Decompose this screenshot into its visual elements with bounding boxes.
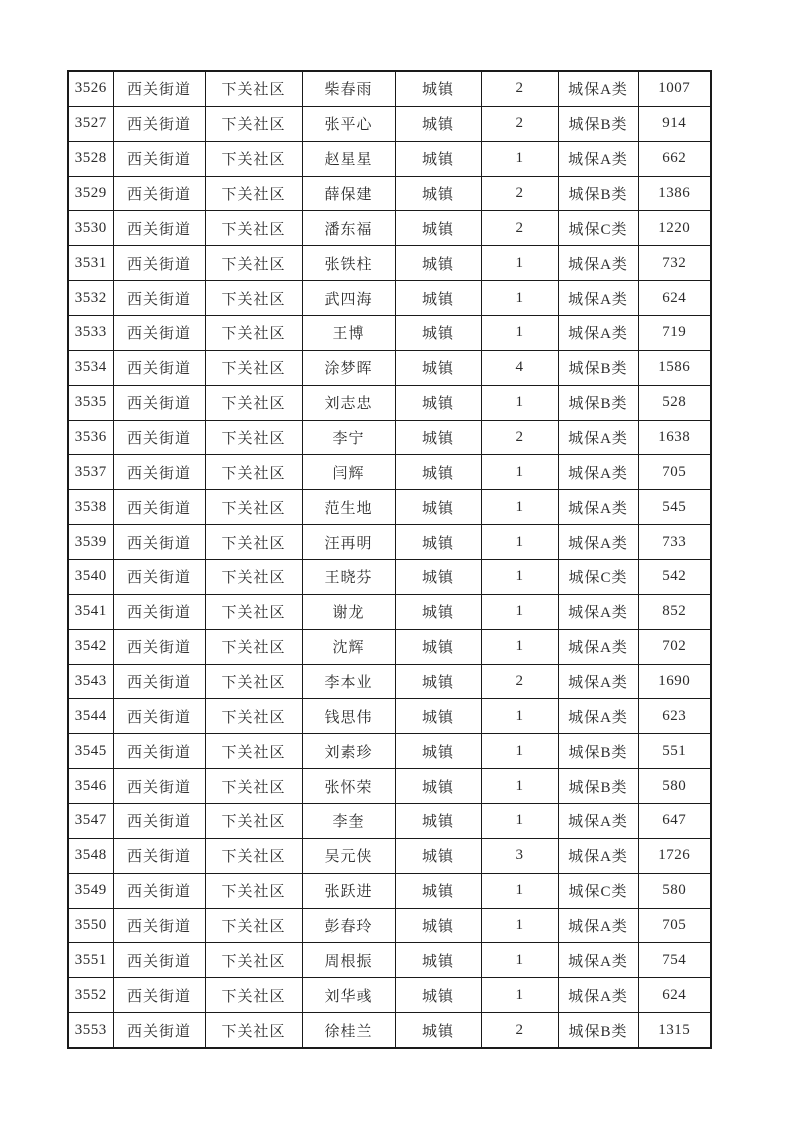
cell-amount: 754 [638, 943, 711, 978]
cell-street: 西关街道 [113, 385, 205, 420]
cell-sequence-number: 3539 [68, 525, 113, 560]
table-row [68, 978, 711, 1013]
cell-person-name: 王博 [302, 316, 395, 351]
cell-street: 西关街道 [113, 211, 205, 246]
table-row [68, 316, 711, 351]
cell-sequence-number: 3526 [68, 71, 113, 106]
cell-person-name: 范生地 [302, 490, 395, 525]
cell-amount: 1586 [638, 350, 711, 385]
cell-street: 西关街道 [113, 1013, 205, 1048]
cell-insurance-category: 城保A类 [558, 281, 638, 316]
cell-community: 下关社区 [205, 350, 302, 385]
table-body [68, 71, 711, 1048]
cell-insurance-category: 城保A类 [558, 978, 638, 1013]
cell-street: 西关街道 [113, 629, 205, 664]
cell-person-count: 1 [481, 560, 558, 595]
cell-amount: 624 [638, 978, 711, 1013]
cell-person-count: 2 [481, 176, 558, 211]
cell-residence-type: 城镇 [395, 490, 481, 525]
cell-person-name: 薛保建 [302, 176, 395, 211]
cell-community: 下关社区 [205, 560, 302, 595]
cell-person-count: 2 [481, 211, 558, 246]
cell-insurance-category: 城保A类 [558, 420, 638, 455]
cell-residence-type: 城镇 [395, 560, 481, 595]
cell-person-count: 4 [481, 350, 558, 385]
cell-sequence-number: 3528 [68, 141, 113, 176]
cell-insurance-category: 城保A类 [558, 525, 638, 560]
table-row [68, 873, 711, 908]
cell-person-name: 张铁柱 [302, 246, 395, 281]
cell-person-count: 1 [481, 734, 558, 769]
cell-community: 下关社区 [205, 908, 302, 943]
cell-amount: 580 [638, 873, 711, 908]
cell-community: 下关社区 [205, 385, 302, 420]
cell-residence-type: 城镇 [395, 246, 481, 281]
cell-person-name: 彭春玲 [302, 908, 395, 943]
cell-person-count: 1 [481, 804, 558, 839]
table-row [68, 71, 711, 106]
cell-amount: 624 [638, 281, 711, 316]
cell-residence-type: 城镇 [395, 211, 481, 246]
cell-person-name: 李本业 [302, 664, 395, 699]
cell-amount: 705 [638, 908, 711, 943]
cell-person-count: 1 [481, 699, 558, 734]
cell-community: 下关社区 [205, 141, 302, 176]
table-row [68, 385, 711, 420]
cell-sequence-number: 3549 [68, 873, 113, 908]
cell-community: 下关社区 [205, 873, 302, 908]
cell-sequence-number: 3530 [68, 211, 113, 246]
cell-insurance-category: 城保A类 [558, 804, 638, 839]
cell-residence-type: 城镇 [395, 525, 481, 560]
cell-insurance-category: 城保B类 [558, 769, 638, 804]
cell-insurance-category: 城保A类 [558, 838, 638, 873]
cell-person-count: 2 [481, 71, 558, 106]
cell-street: 西关街道 [113, 455, 205, 490]
cell-community: 下关社区 [205, 490, 302, 525]
cell-insurance-category: 城保C类 [558, 560, 638, 595]
cell-residence-type: 城镇 [395, 943, 481, 978]
cell-sequence-number: 3538 [68, 490, 113, 525]
cell-amount: 623 [638, 699, 711, 734]
table-row [68, 629, 711, 664]
cell-community: 下关社区 [205, 176, 302, 211]
cell-sequence-number: 3544 [68, 699, 113, 734]
table-row [68, 176, 711, 211]
cell-amount: 719 [638, 316, 711, 351]
cell-residence-type: 城镇 [395, 838, 481, 873]
cell-sequence-number: 3527 [68, 106, 113, 141]
cell-person-count: 2 [481, 664, 558, 699]
cell-sequence-number: 3541 [68, 594, 113, 629]
cell-community: 下关社区 [205, 455, 302, 490]
cell-residence-type: 城镇 [395, 420, 481, 455]
cell-person-name: 刘华彧 [302, 978, 395, 1013]
cell-person-count: 1 [481, 943, 558, 978]
cell-amount: 647 [638, 804, 711, 839]
cell-person-name: 钱思伟 [302, 699, 395, 734]
cell-amount: 662 [638, 141, 711, 176]
cell-person-count: 2 [481, 420, 558, 455]
cell-person-count: 1 [481, 316, 558, 351]
cell-street: 西关街道 [113, 734, 205, 769]
cell-person-name: 张怀荣 [302, 769, 395, 804]
cell-community: 下关社区 [205, 1013, 302, 1048]
cell-street: 西关街道 [113, 804, 205, 839]
cell-person-name: 赵星星 [302, 141, 395, 176]
cell-sequence-number: 3534 [68, 350, 113, 385]
cell-street: 西关街道 [113, 908, 205, 943]
cell-street: 西关街道 [113, 106, 205, 141]
table-row [68, 455, 711, 490]
cell-person-name: 张跃进 [302, 873, 395, 908]
table-row [68, 594, 711, 629]
cell-street: 西关街道 [113, 664, 205, 699]
cell-community: 下关社区 [205, 525, 302, 560]
cell-street: 西关街道 [113, 316, 205, 351]
cell-person-count: 1 [481, 490, 558, 525]
cell-street: 西关街道 [113, 594, 205, 629]
cell-street: 西关街道 [113, 838, 205, 873]
cell-person-name: 李宁 [302, 420, 395, 455]
cell-residence-type: 城镇 [395, 350, 481, 385]
table-row [68, 664, 711, 699]
cell-person-count: 1 [481, 246, 558, 281]
cell-insurance-category: 城保A类 [558, 629, 638, 664]
cell-community: 下关社区 [205, 420, 302, 455]
cell-person-count: 1 [481, 594, 558, 629]
cell-street: 西关街道 [113, 560, 205, 595]
cell-person-count: 1 [481, 873, 558, 908]
cell-person-name: 王晓芬 [302, 560, 395, 595]
cell-sequence-number: 3552 [68, 978, 113, 1013]
cell-street: 西关街道 [113, 420, 205, 455]
table-row [68, 838, 711, 873]
cell-residence-type: 城镇 [395, 978, 481, 1013]
cell-street: 西关街道 [113, 978, 205, 1013]
cell-person-name: 张平心 [302, 106, 395, 141]
cell-insurance-category: 城保A类 [558, 246, 638, 281]
cell-residence-type: 城镇 [395, 629, 481, 664]
cell-sequence-number: 3545 [68, 734, 113, 769]
cell-amount: 702 [638, 629, 711, 664]
cell-amount: 1007 [638, 71, 711, 106]
cell-person-name: 潘东福 [302, 211, 395, 246]
cell-community: 下关社区 [205, 734, 302, 769]
cell-sequence-number: 3535 [68, 385, 113, 420]
cell-insurance-category: 城保A类 [558, 71, 638, 106]
cell-insurance-category: 城保A类 [558, 908, 638, 943]
cell-amount: 1638 [638, 420, 711, 455]
cell-person-name: 徐桂兰 [302, 1013, 395, 1048]
cell-insurance-category: 城保A类 [558, 455, 638, 490]
cell-street: 西关街道 [113, 769, 205, 804]
cell-person-name: 闫辉 [302, 455, 395, 490]
cell-person-count: 3 [481, 838, 558, 873]
cell-person-count: 1 [481, 525, 558, 560]
cell-community: 下关社区 [205, 594, 302, 629]
table-row [68, 281, 711, 316]
cell-community: 下关社区 [205, 943, 302, 978]
cell-insurance-category: 城保C类 [558, 211, 638, 246]
cell-sequence-number: 3547 [68, 804, 113, 839]
table-row [68, 211, 711, 246]
cell-person-count: 2 [481, 1013, 558, 1048]
cell-insurance-category: 城保B类 [558, 106, 638, 141]
cell-amount: 580 [638, 769, 711, 804]
cell-person-count: 1 [481, 455, 558, 490]
cell-insurance-category: 城保A类 [558, 664, 638, 699]
cell-community: 下关社区 [205, 664, 302, 699]
benefit-record-table [67, 70, 712, 1049]
cell-residence-type: 城镇 [395, 1013, 481, 1048]
cell-person-name: 柴春雨 [302, 71, 395, 106]
cell-street: 西关街道 [113, 490, 205, 525]
cell-residence-type: 城镇 [395, 769, 481, 804]
cell-street: 西关街道 [113, 246, 205, 281]
cell-residence-type: 城镇 [395, 316, 481, 351]
cell-residence-type: 城镇 [395, 176, 481, 211]
cell-person-name: 刘志忠 [302, 385, 395, 420]
cell-community: 下关社区 [205, 699, 302, 734]
cell-sequence-number: 3550 [68, 908, 113, 943]
cell-amount: 528 [638, 385, 711, 420]
cell-residence-type: 城镇 [395, 908, 481, 943]
cell-person-name: 武四海 [302, 281, 395, 316]
cell-residence-type: 城镇 [395, 281, 481, 316]
cell-residence-type: 城镇 [395, 594, 481, 629]
cell-residence-type: 城镇 [395, 455, 481, 490]
cell-sequence-number: 3533 [68, 316, 113, 351]
table-row [68, 420, 711, 455]
table-row [68, 141, 711, 176]
cell-residence-type: 城镇 [395, 804, 481, 839]
cell-street: 西关街道 [113, 350, 205, 385]
cell-community: 下关社区 [205, 769, 302, 804]
cell-community: 下关社区 [205, 316, 302, 351]
cell-amount: 551 [638, 734, 711, 769]
cell-person-count: 1 [481, 769, 558, 804]
cell-person-name: 吴元侠 [302, 838, 395, 873]
cell-street: 西关街道 [113, 873, 205, 908]
cell-sequence-number: 3536 [68, 420, 113, 455]
table-row [68, 525, 711, 560]
cell-community: 下关社区 [205, 246, 302, 281]
cell-amount: 1315 [638, 1013, 711, 1048]
cell-community: 下关社区 [205, 71, 302, 106]
cell-insurance-category: 城保B类 [558, 176, 638, 211]
cell-residence-type: 城镇 [395, 699, 481, 734]
cell-community: 下关社区 [205, 804, 302, 839]
cell-insurance-category: 城保A类 [558, 490, 638, 525]
cell-person-count: 1 [481, 281, 558, 316]
cell-person-name: 涂梦晖 [302, 350, 395, 385]
cell-sequence-number: 3537 [68, 455, 113, 490]
cell-amount: 545 [638, 490, 711, 525]
cell-person-count: 1 [481, 908, 558, 943]
cell-community: 下关社区 [205, 281, 302, 316]
cell-sequence-number: 3531 [68, 246, 113, 281]
cell-street: 西关街道 [113, 699, 205, 734]
cell-sequence-number: 3532 [68, 281, 113, 316]
cell-community: 下关社区 [205, 106, 302, 141]
cell-person-name: 刘素珍 [302, 734, 395, 769]
cell-person-count: 1 [481, 385, 558, 420]
cell-street: 西关街道 [113, 943, 205, 978]
table-row [68, 908, 711, 943]
cell-sequence-number: 3548 [68, 838, 113, 873]
cell-person-name: 周根振 [302, 943, 395, 978]
cell-community: 下关社区 [205, 838, 302, 873]
table-row [68, 943, 711, 978]
cell-sequence-number: 3543 [68, 664, 113, 699]
cell-residence-type: 城镇 [395, 734, 481, 769]
cell-sequence-number: 3542 [68, 629, 113, 664]
cell-street: 西关街道 [113, 525, 205, 560]
table-row [68, 106, 711, 141]
table-row [68, 246, 711, 281]
cell-sequence-number: 3529 [68, 176, 113, 211]
cell-insurance-category: 城保B类 [558, 734, 638, 769]
cell-insurance-category: 城保B类 [558, 385, 638, 420]
cell-sequence-number: 3551 [68, 943, 113, 978]
cell-residence-type: 城镇 [395, 106, 481, 141]
table-row [68, 734, 711, 769]
cell-amount: 1726 [638, 838, 711, 873]
cell-street: 西关街道 [113, 71, 205, 106]
cell-residence-type: 城镇 [395, 873, 481, 908]
cell-insurance-category: 城保A类 [558, 594, 638, 629]
cell-insurance-category: 城保C类 [558, 873, 638, 908]
cell-insurance-category: 城保A类 [558, 699, 638, 734]
cell-residence-type: 城镇 [395, 664, 481, 699]
table-row [68, 769, 711, 804]
table-row [68, 560, 711, 595]
cell-insurance-category: 城保A类 [558, 943, 638, 978]
cell-amount: 705 [638, 455, 711, 490]
cell-community: 下关社区 [205, 211, 302, 246]
cell-residence-type: 城镇 [395, 385, 481, 420]
cell-community: 下关社区 [205, 629, 302, 664]
cell-person-count: 1 [481, 978, 558, 1013]
table-row [68, 490, 711, 525]
cell-person-name: 汪再明 [302, 525, 395, 560]
cell-residence-type: 城镇 [395, 71, 481, 106]
cell-insurance-category: 城保B类 [558, 1013, 638, 1048]
cell-amount: 852 [638, 594, 711, 629]
cell-person-count: 2 [481, 106, 558, 141]
cell-amount: 542 [638, 560, 711, 595]
cell-amount: 914 [638, 106, 711, 141]
table-row [68, 804, 711, 839]
cell-residence-type: 城镇 [395, 141, 481, 176]
cell-amount: 733 [638, 525, 711, 560]
cell-sequence-number: 3546 [68, 769, 113, 804]
cell-street: 西关街道 [113, 176, 205, 211]
cell-amount: 1386 [638, 176, 711, 211]
cell-street: 西关街道 [113, 281, 205, 316]
cell-amount: 1220 [638, 211, 711, 246]
cell-street: 西关街道 [113, 141, 205, 176]
cell-sequence-number: 3540 [68, 560, 113, 595]
table-row [68, 350, 711, 385]
table-row [68, 699, 711, 734]
cell-community: 下关社区 [205, 978, 302, 1013]
cell-amount: 732 [638, 246, 711, 281]
cell-insurance-category: 城保B类 [558, 350, 638, 385]
cell-person-name: 谢龙 [302, 594, 395, 629]
cell-sequence-number: 3553 [68, 1013, 113, 1048]
cell-person-name: 李奎 [302, 804, 395, 839]
cell-insurance-category: 城保A类 [558, 141, 638, 176]
cell-person-name: 沈辉 [302, 629, 395, 664]
cell-amount: 1690 [638, 664, 711, 699]
cell-person-count: 1 [481, 629, 558, 664]
cell-person-count: 1 [481, 141, 558, 176]
table-row [68, 1013, 711, 1048]
cell-insurance-category: 城保A类 [558, 316, 638, 351]
